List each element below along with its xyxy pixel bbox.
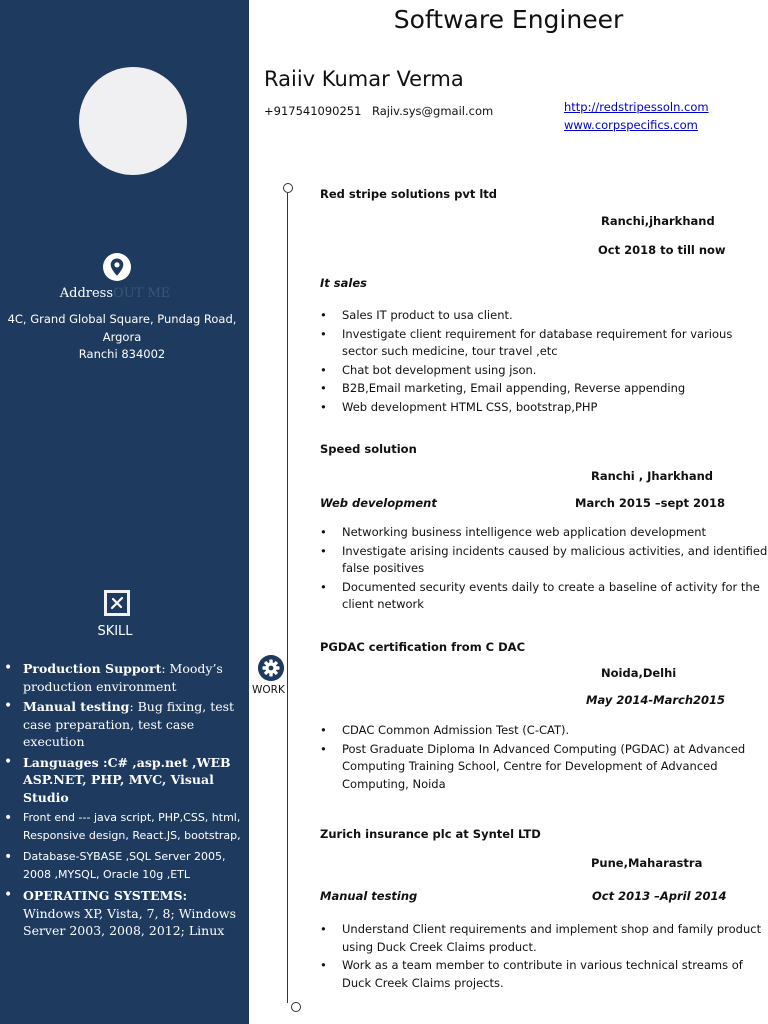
list-item: • B2B,Email marketing, Email appending, Reverse appending — [318, 380, 768, 398]
list-item: • Post Graduate Diploma In Advanced Computing (PGDAC) at Advanced Computing Training School, Centre for Development of Advanced Computing, Noida — [318, 741, 768, 794]
list-item: • Investigate arising incidents caused by malicious activities, and identified false positives — [318, 543, 768, 578]
email-address: Rajiv.sys@gmail.com — [372, 104, 494, 118]
job-location: Ranchi,jharkhand — [601, 214, 715, 228]
skills-list — [4, 660, 244, 943]
work-label: WORK — [252, 684, 285, 696]
skill-item: • Production Support: Moody’s production environment — [4, 660, 244, 695]
address-line: Ranchi 834002 — [78, 347, 166, 361]
skill-heading: SKILL — [97, 624, 133, 639]
job-dates: Oct 2018 to till now — [598, 243, 726, 257]
job-role: It sales — [320, 276, 367, 290]
skill-item: • Database-SYBASE ,SQL Server 2005, 2008 ,MYSQL, Oracle 10g ,ETL — [4, 848, 244, 884]
job-location: Noida,Delhi — [601, 666, 677, 680]
job-role: Web development — [320, 496, 437, 510]
address-line: 4C, Grand Global Square, Pundag Road, — [7, 312, 237, 326]
job-dates: May 2014-March2015 — [586, 693, 726, 707]
person-name: Raiiv Kumar Verma — [264, 67, 464, 91]
skill-item: • OPERATING SYSTEMS: Windows XP, Vista, 7, 8; Windows Server 2003, 2008, 2012; Linux — [4, 887, 244, 940]
job-dates: Oct 2013 –April 2014 — [592, 889, 727, 903]
company-name: Red stripe solutions pvt ltd — [320, 187, 498, 201]
company-name: Speed solution — [320, 442, 417, 456]
timeline-line — [287, 193, 288, 1003]
skill-item: • Front end --- java script, PHP,CSS, html, Responsive design, React.JS, bootstrap, — [4, 809, 244, 845]
timeline-start-dot — [283, 183, 293, 193]
location-pin-icon — [103, 253, 131, 281]
company-name: Zurich insurance plc at Syntel LTD — [320, 827, 541, 841]
list-item: • Investigate client requirement for database requirement for various sector such medicine, tour travel ,etc — [318, 326, 768, 361]
address-block — [0, 311, 244, 364]
job-role: Manual testing — [320, 889, 418, 903]
list-item: • Documented security events daily to create a baseline of activity for the client network — [318, 579, 768, 614]
skill-item: • Languages :C# ,asp.net ,WEB ASP.NET, PHP, MVC, Visual Studio — [4, 754, 244, 807]
sidebar — [0, 0, 249, 1024]
profile-photo-placeholder — [79, 67, 187, 175]
job-bullets — [318, 307, 768, 417]
list-item: • Web development HTML CSS, bootstrap,PHP — [318, 399, 768, 417]
address-line: Argora — [102, 329, 142, 344]
timeline-end-dot — [291, 1002, 301, 1012]
skill-icon — [104, 590, 130, 616]
list-item: • Understand Client requirements and implement shop and family product using Duck Creek Claims product. — [318, 921, 768, 956]
job-location: Pune,Maharastra — [591, 856, 703, 870]
gear-icon — [258, 655, 284, 681]
address-heading: AddressOUT ME — [59, 286, 171, 301]
job-dates: March 2015 –sept 2018 — [575, 496, 726, 510]
company-name: PGDAC certification from C DAC — [320, 640, 526, 654]
list-item: • CDAC Common Admission Test (C-CAT). — [318, 722, 768, 740]
job-bullets — [318, 524, 768, 615]
document-title: Software Engineer — [393, 5, 624, 34]
job-location: Ranchi , Jharkhand — [591, 469, 714, 483]
skill-item: • Manual testing: Bug fixing, test case preparation, test case execution — [4, 698, 244, 751]
list-item: • Chat bot development using json. — [318, 362, 768, 380]
list-item: • Sales IT product to usa client. — [318, 307, 768, 325]
website-link[interactable]: http://redstripessoln.com — [564, 100, 709, 114]
list-item: • Networking business intelligence web application development — [318, 524, 768, 542]
website-link[interactable]: www.corpspecifics.com — [564, 118, 698, 132]
list-item: • Work as a team member to contribute in various technical streams of Duck Creek Claims projects. — [318, 957, 768, 992]
job-bullets — [318, 921, 768, 993]
job-bullets — [318, 722, 768, 794]
phone-number: +917541090251 — [264, 104, 362, 118]
